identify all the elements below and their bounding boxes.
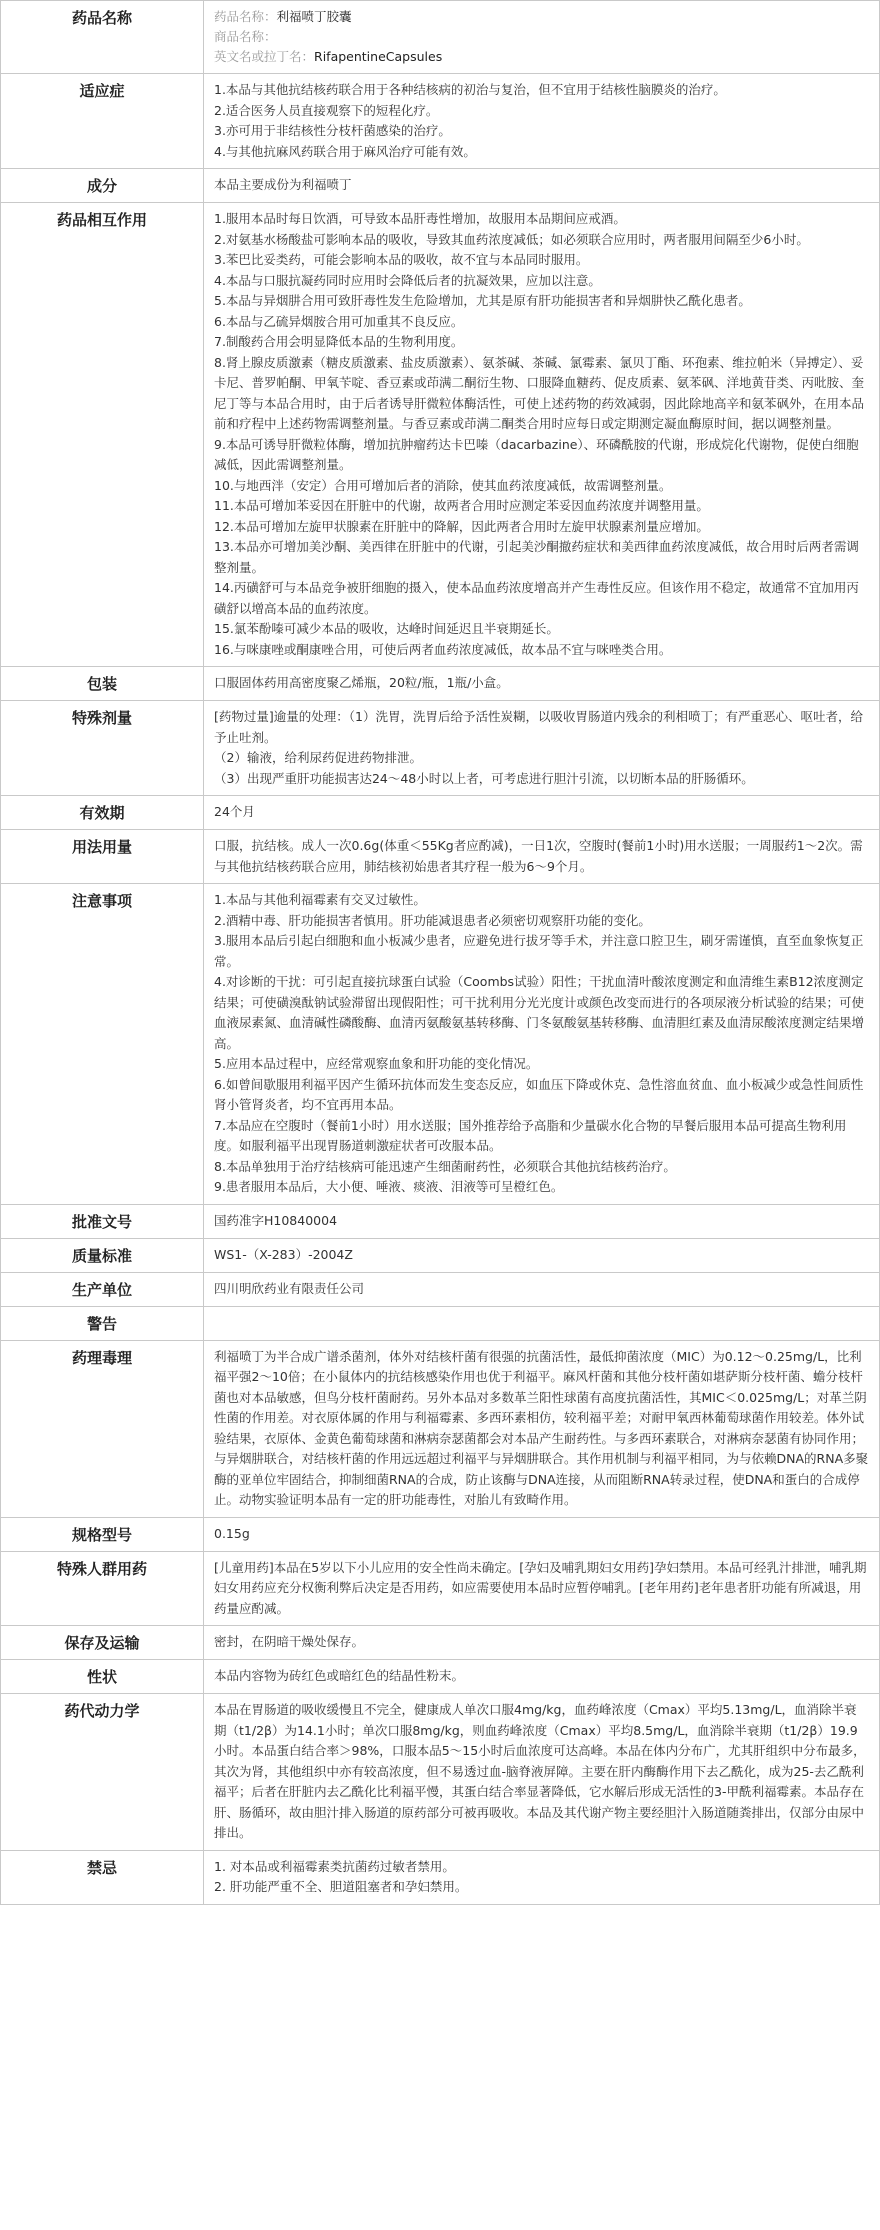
row-text-line: 2. 肝功能严重不全、胆道阻塞者和孕妇禁用。 xyxy=(214,1879,468,1894)
row-text-line: 4.与其他抗麻风药联合用于麻风治疗可能有效。 xyxy=(214,143,476,159)
row-value xyxy=(204,667,880,701)
row-label: 注意事项 xyxy=(1,884,204,1205)
row-text-line: 12.本品可增加左旋甲状腺素在肝脏中的降解，因此两者合用时左旋甲状腺素剂量应增加。 xyxy=(214,518,709,534)
row-value xyxy=(204,1204,880,1238)
spec-row xyxy=(1,1850,880,1904)
row-label: 用法用量 xyxy=(1,830,204,884)
row-text-line: [药物过量]逾量的处理：（1）洗胃，洗胃后给予活性炭糊，以吸收胃肠道内残余的利相喷丁；有严重恶心、呕吐者，给予止吐剂。 xyxy=(214,709,863,745)
spec-row xyxy=(1,1517,880,1551)
row-label: 适应症 xyxy=(1,74,204,169)
spec-row xyxy=(1,884,880,1205)
row-label: 药代动力学 xyxy=(1,1694,204,1851)
trade-name-line xyxy=(214,27,869,47)
row-label: 有效期 xyxy=(1,796,204,830)
row-value xyxy=(204,1850,880,1904)
row-text-line: 2.酒精中毒、肝功能损害者慎用。肝功能减退患者必须密切观察肝功能的变化。 xyxy=(214,912,651,928)
row-text-line: 0.15g xyxy=(214,1525,250,1541)
row-label: 生产单位 xyxy=(1,1272,204,1306)
row-label: 特殊人群用药 xyxy=(1,1551,204,1626)
spec-row xyxy=(1,1204,880,1238)
row-text-line: （2）输液，给利尿药促进药物排泄。 xyxy=(214,750,422,765)
row-label: 药品相互作用 xyxy=(1,203,204,667)
row-label: 药品名称 xyxy=(1,1,204,74)
spec-row xyxy=(1,1694,880,1851)
row-label: 性状 xyxy=(1,1660,204,1694)
row-value xyxy=(204,169,880,203)
row-text-line: 6.本品与乙硫异烟胺合用可加重其不良反应。 xyxy=(214,313,464,329)
spec-row xyxy=(1,1660,880,1694)
spec-row xyxy=(1,203,880,667)
spec-row xyxy=(1,1238,880,1272)
row-text-line: 9.患者服用本品后，大小便、唾液、痰液、泪液等可呈橙红色。 xyxy=(214,1179,564,1194)
row-value xyxy=(204,1626,880,1660)
english-name-value: RifapentineCapsules xyxy=(314,49,443,64)
row-text-line: 口服固体药用高密度聚乙烯瓶，20粒/瓶，1瓶/小盒。 xyxy=(214,675,509,690)
row-text-line: 本品主要成份为利福喷丁 xyxy=(214,177,352,192)
row-value xyxy=(204,701,880,796)
row-drug-name xyxy=(1,1,880,74)
spec-row xyxy=(1,1306,880,1340)
row-text-line: 4.对诊断的干扰：可引起直接抗球蛋白试验（Coombs试验）阳性；干扰血清叶酸浓度测定和血清维生素B12浓度测定结果；可使磺溴酞钠试验滞留出现假阳性；可干扰利用分光光度计或颜色改变而进行的各项尿液分析试验的结果；可使血液尿素氮、血清碱性磷酸酶、血清丙氨酸氨基转移酶、门冬氨酸氨基转移酶、血清胆红素及血清尿酸浓度测定结果增高。 xyxy=(214,974,865,1051)
row-text-line: 3.苯巴比妥类药，可能会影响本品的吸收，故不宜与本品同时服用。 xyxy=(214,252,589,267)
row-label: 成分 xyxy=(1,169,204,203)
row-label: 禁忌 xyxy=(1,1850,204,1904)
row-text-line: 10.与地西泮（安定）合用可增加后者的消除，使其血药浓度减低，故需调整剂量。 xyxy=(214,477,672,493)
row-text-line: 本品内容物为砖红色或暗红色的结晶性粉末。 xyxy=(214,1668,465,1683)
row-text-line: 13.本品亦可增加美沙酮、美西律在肝脏中的代谢，引起美沙酮撤药症状和美西律血药浓度减低，故合用时后两者需调整剂量。 xyxy=(214,539,859,575)
english-name-label: 英文名或拉丁名： xyxy=(214,49,315,64)
row-text-line: 1.本品与其他利福霉素有交叉过敏性。 xyxy=(214,892,426,907)
row-text-line: 3.亦可用于非结核性分枝杆菌感染的治疗。 xyxy=(214,123,451,138)
row-label: 警告 xyxy=(1,1306,204,1340)
row-text-line: 9.本品可诱导肝微粒体酶，增加抗肿瘤药达卡巴嗪（dacarbazine）、环磷酰胺的代谢，形成烷化代谢物，促使白细胞减低，因此需调整剂量。 xyxy=(214,436,859,472)
row-label: 规格型号 xyxy=(1,1517,204,1551)
row-value xyxy=(204,1306,880,1340)
row-value xyxy=(204,1551,880,1626)
spec-row xyxy=(1,830,880,884)
row-value xyxy=(204,1694,880,1851)
row-label: 质量标准 xyxy=(1,1238,204,1272)
row-text-line: 国药准字H10840004 xyxy=(214,1212,338,1228)
row-text-line: WS1-（X-283）-2004Z xyxy=(214,1246,353,1262)
row-text-line: 11.本品可增加苯妥因在肝脏中的代谢，故两者合用时应测定苯妥因血药浓度并调整用量。 xyxy=(214,498,709,513)
row-text-line: 2.适合医务人员直接观察下的短程化疗。 xyxy=(214,102,439,118)
row-label: 特殊剂量 xyxy=(1,701,204,796)
row-text-line: 8.本品单独用于治疗结核病可能迅速产生细菌耐药性，必须联合其他抗结核药治疗。 xyxy=(214,1158,676,1174)
spec-row xyxy=(1,1626,880,1660)
row-text-line: 8.肾上腺皮质激素（糖皮质激素、盐皮质激素）、氨茶碱、茶碱、氯霉素、氯贝丁酯、环孢素、维拉帕米（异搏定）、妥卡尼、普罗帕酮、甲氧苄啶、香豆素或茚满二酮衍生物、口服降血糖药、促皮质素、氨苯砜、洋地黄苷类、丙吡胺、奎尼丁等与本品合用时，由于后者诱导肝微粒体酶活性，可使上述药物的药效减弱，因此除地高辛和氨苯砜外，在用本品前和疗程中上述药物需调整剂量。与香豆素或茚满二酮类合用时应每日或定期测定凝血酶原时间，据以调整剂量。 xyxy=(214,354,865,431)
spec-row xyxy=(1,169,880,203)
row-text-line: 利福喷丁为半合成广谱杀菌剂，体外对结核杆菌有很强的抗菌活性，最低抑菌浓度（MIC）为0.12～0.25mg/L，比利福平强2～10倍；在小鼠体内的抗结核感染作用也优于利福平。麻风杆菌和其他分枝杆菌如堪萨斯分枝杆菌、蟾分枝杆菌也对本品敏感，但鸟分枝杆菌耐药。另外本品对多数革兰阳性球菌有高度抗菌活性，其MIC＜0.025mg/L；对革兰阴性菌的作用差。对衣原体属的作用与利福霉素、多西环素相仿，较利福平差；对耐甲氧西林葡萄球菌作用较差。体外试验结果，衣原体、金黄色葡萄球菌和淋病奈瑟菌都会对本品产生耐药性。与多西环素联合，对淋病奈瑟菌有协同作用；与异烟肼联合，对结核杆菌的作用远远超过利福平与异烟肼联合。其作用机制与利福平相同，为与依赖DNA的RNA多聚酶的亚单位牢固结合，抑制细菌RNA的合成，防止该酶与DNA连接，从而阻断RNA转录过程，使DNA和蛋白的合成停止。动物实验证明本品有一定的肝功能毒性，对胎儿有致畸作用。 xyxy=(214,1348,869,1507)
row-text-line: 2.对氨基水杨酸盐可影响本品的吸收，导致其血药浓度减低；如必须联合应用时，两者服用间隔至少6小时。 xyxy=(214,231,809,247)
row-text-line: 密封，在阴暗干燥处保存。 xyxy=(214,1634,365,1649)
row-value xyxy=(204,74,880,169)
row-text-line: 14.丙磺舒可与本品竞争被肝细胞的摄入，使本品血药浓度增高并产生毒性反应。但该作用不稳定，故通常不宜加用丙磺舒以增高本品的血药浓度。 xyxy=(214,580,859,616)
row-text-line: [儿童用药]本品在5岁以下小儿应用的安全性尚未确定。[孕妇及哺乳期妇女用药]孕妇禁用。本品可经乳汁排泄，哺乳期妇女用药应充分权衡利弊后决定是否用药，如应需要使用本品时应暂停哺乳。[老年用药]老年患者肝功能有所减退，用药量应酌减。 xyxy=(214,1559,867,1616)
row-text-line: 1.本品与其他抗结核药联合用于各种结核病的初治与复治，但不宜用于结核性脑膜炎的治疗。 xyxy=(214,82,726,97)
row-value xyxy=(204,1272,880,1306)
row-text-line: 口服，抗结核。成人一次0.6g(体重＜55Kg者应酌减)，一日1次，空腹时(餐前1小时)用水送服；一周服药1～2次。需与其他抗结核药联合应用，肺结核初始患者其疗程一般为6～9个月。 xyxy=(214,838,863,874)
spec-row xyxy=(1,74,880,169)
row-value xyxy=(204,1340,880,1517)
row-value xyxy=(204,884,880,1205)
drug-name-cell xyxy=(204,1,880,74)
row-value xyxy=(204,796,880,830)
row-label: 包装 xyxy=(1,667,204,701)
row-text-line: 3.服用本品后引起白细胞和血小板减少患者，应避免进行拔牙等手术，并注意口腔卫生，刷牙需谨慎，直至血象恢复正常。 xyxy=(214,933,864,969)
row-value xyxy=(204,1660,880,1694)
row-text-line: 本品在胃肠道的吸收缓慢且不完全，健康成人单次口服4mg/kg，血药峰浓度（Cmax）平均5.13mg/L，血消除半衰期（t1/2β）为14.1小时；单次口服8mg/kg，则血药峰浓度（Cmax）平均8.5mg/L，血消除半衰期（t1/2β）19.9小时。本品蛋白结合率＞98%，口服本品5～15小时后血浓度可达高峰。本品在体内分布广，尤其肝组织中分布最多，其次为肾，其他组织中亦有较高浓度，但不易透过血-脑脊液屏障。主要在肝内酶酶作用下去乙酰化，成为25-去乙酰利福平；后者在肝脏内去乙酰化比利福平慢，其蛋白结合率显著降低，它水解后形成无活性的3-甲酰利福霉素。本品存在肝、肠循环，故由胆汁排入肠道的原药部分可被再吸收。本品及其代谢产物主要经胆汁入肠道随粪排出，仅部分由尿中排出。 xyxy=(214,1702,866,1840)
row-text-line: 4.本品与口服抗凝药同时应用时会降低后者的抗凝效果，应加以注意。 xyxy=(214,272,601,288)
row-value xyxy=(204,1238,880,1272)
row-text-line: 5.本品与异烟肼合用可致肝毒性发生危险增加，尤其是原有肝功能损害者和异烟肼快乙酰化患者。 xyxy=(214,293,751,308)
row-text-line: 1. 对本品或利福霉素类抗菌药过敏者禁用。 xyxy=(214,1858,455,1874)
row-text-line: 1.服用本品时每日饮酒，可导致本品肝毒性增加，故服用本品期间应戒酒。 xyxy=(214,211,626,226)
row-label: 保存及运输 xyxy=(1,1626,204,1660)
spec-row xyxy=(1,1551,880,1626)
row-value xyxy=(204,830,880,884)
spec-row xyxy=(1,1340,880,1517)
row-label: 药理毒理 xyxy=(1,1340,204,1517)
row-text-line: 16.与咪康唑或酮康唑合用，可使后两者血药浓度减低，故本品不宜与咪唑类合用。 xyxy=(214,641,672,657)
row-text-line: 24个月 xyxy=(214,804,255,819)
spec-row xyxy=(1,667,880,701)
trade-name-label: 商品名称： xyxy=(214,29,277,44)
row-text-line: 7.本品应在空腹时（餐前1小时）用水送服；国外推荐给予高脂和少量碳水化合物的早餐后服用本品可提高生物利用度。如服利福平出现胃肠道刺激症状者可改服本品。 xyxy=(214,1117,847,1153)
spec-row xyxy=(1,701,880,796)
spec-row xyxy=(1,1272,880,1306)
row-text-line: 5.应用本品过程中，应经常观察血象和肝功能的变化情况。 xyxy=(214,1056,539,1071)
row-text-line: 6.如曾间歇服用利福平因产生循环抗体而发生变态反应，如血压下降或休克、急性溶血贫血、血小板减少或急性间质性肾小管肾炎者，均不宜再用本品。 xyxy=(214,1076,864,1112)
generic-name-label: 药品名称： xyxy=(214,9,277,24)
row-text-line: 15.氯苯酚嗪可减少本品的吸收，达峰时间延迟且半衰期延长。 xyxy=(214,621,559,636)
row-value xyxy=(204,1517,880,1551)
row-text-line: （3）出现严重肝功能损害达24～48小时以上者，可考虑进行胆汁引流，以切断本品的肝肠循环。 xyxy=(214,770,754,786)
generic-name-line xyxy=(214,7,869,27)
row-text-line: 7.制酸药合用会明显降低本品的生物利用度。 xyxy=(214,334,464,349)
generic-name-value: 利福喷丁胶囊 xyxy=(276,9,352,24)
row-label: 批准文号 xyxy=(1,1204,204,1238)
spec-table-body xyxy=(1,1,880,1905)
row-text-line: 四川明欣药业有限责任公司 xyxy=(214,1280,365,1296)
row-value xyxy=(204,203,880,667)
spec-row xyxy=(1,796,880,830)
english-name-line xyxy=(214,47,869,67)
